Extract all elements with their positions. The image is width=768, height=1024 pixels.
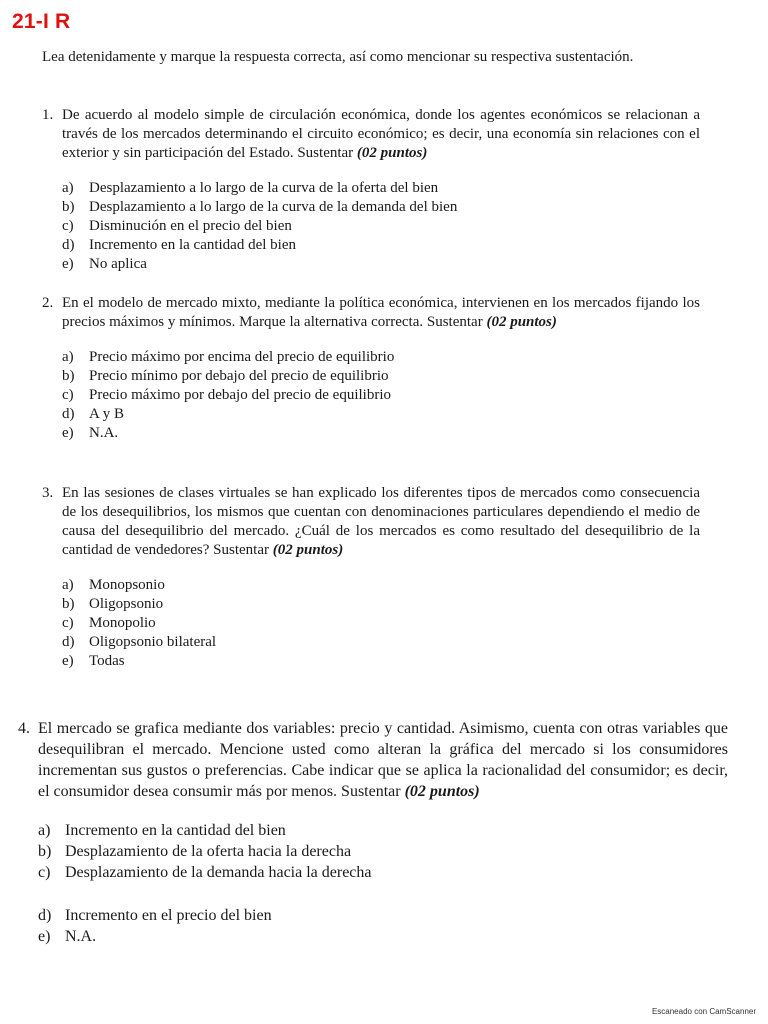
option-a[interactable]: a) Monopsonio [62, 577, 165, 593]
option-a[interactable]: a) Desplazamiento a lo largo de la curva de la oferta del bien [62, 180, 439, 196]
option-e[interactable]: e) No aplica [62, 256, 147, 272]
option-a[interactable]: a) Precio máximo por encima del precio de equilibrio [62, 349, 395, 365]
question-points: (02 puntos) [356, 145, 428, 161]
question-1 [42, 106, 700, 274]
option-e[interactable]: e) Todas [62, 653, 125, 669]
option-c[interactable]: c) Desplazamiento de la demanda hacia la derecha [38, 864, 372, 881]
question-number: 3. [42, 485, 54, 501]
question-points: (02 puntos) [486, 314, 557, 330]
option-list [42, 348, 700, 443]
option-list [42, 179, 700, 274]
option-c[interactable]: c) Disminución en el precio del bien [62, 218, 292, 234]
option-d[interactable]: d) A y B [62, 406, 125, 422]
question-2 [42, 294, 700, 443]
instructions: Lea detenidamente y marque la respuesta correcta, así como mencionar su respectiva sustentación. [42, 49, 634, 65]
exam-code: 21-I R [12, 10, 71, 33]
question-points: (02 puntos) [404, 783, 480, 800]
option-list [42, 576, 700, 671]
question-text: De acuerdo al modelo simple de circulación económica, donde los agentes económicos se relacionan a través de los mercados determinando el circuito económico; es decir, una economía sin relaciones con el exterior y sin participación del Estado. Sustentar (02 puntos) [62, 107, 700, 161]
option-e[interactable]: e) N.A. [62, 425, 119, 441]
option-b[interactable]: b) Precio mínimo por debajo del precio de equilibrio [62, 368, 389, 384]
question-3 [42, 484, 700, 671]
option-e[interactable]: e) N.A. [38, 928, 97, 945]
spacer [38, 883, 728, 905]
option-d[interactable]: d) Incremento en la cantidad del bien [62, 237, 296, 253]
option-b[interactable]: b) Desplazamiento de la oferta hacia la derecha [38, 843, 352, 860]
question-number: 1. [42, 107, 54, 123]
scanner-watermark: Escaneado con CamScanner [651, 1007, 756, 1016]
option-b[interactable]: b) Desplazamiento a lo largo de la curva de la demanda del bien [62, 199, 458, 215]
option-b[interactable]: b) Oligopsonio [62, 596, 164, 612]
question-number: 2. [42, 295, 54, 311]
question-number: 4. [18, 720, 30, 737]
question-text: En el modelo de mercado mixto, mediante la política económica, intervienen en los mercados fijando los precios máximos y mínimos. Marque la alternativa correcta. Sustentar (02 puntos) [62, 295, 700, 330]
question-text: En las sesiones de clases virtuales se han explicado los diferentes tipos de mercados como consecuencia de los desequilibrios, los mismos que cuentan con denominaciones particulares dependiendo el medio de causa del desequilibrio del mercado. ¿Cuál de los mercados es como resultado del desequilibrio de la cantidad de vendedores? Sustentar (02 puntos) [62, 485, 700, 558]
option-c[interactable]: c) Monopolio [62, 615, 156, 631]
question-points: (02 puntos) [272, 542, 344, 558]
option-list [18, 820, 728, 947]
question-4 [18, 718, 728, 947]
question-text: El mercado se grafica mediante dos variables: precio y cantidad. Asimismo, cuenta con otras variables que desequilibran el mercado. Mencione usted como alteran la gráfica del mercado si los consumidores incrementan sus gustos o preferencias. Cabe indicar que se aplica la racionalidad del consumidor; es decir, el consumidor desea consumir más por menos. Sustentar (02 puntos) [38, 720, 728, 800]
option-d[interactable]: d) Incremento en el precio del bien [38, 907, 272, 924]
option-c[interactable]: c) Precio máximo por debajo del precio de equilibrio [62, 387, 391, 403]
option-a[interactable]: a) Incremento en la cantidad del bien [38, 822, 286, 839]
option-d[interactable]: d) Oligopsonio bilateral [62, 634, 217, 650]
